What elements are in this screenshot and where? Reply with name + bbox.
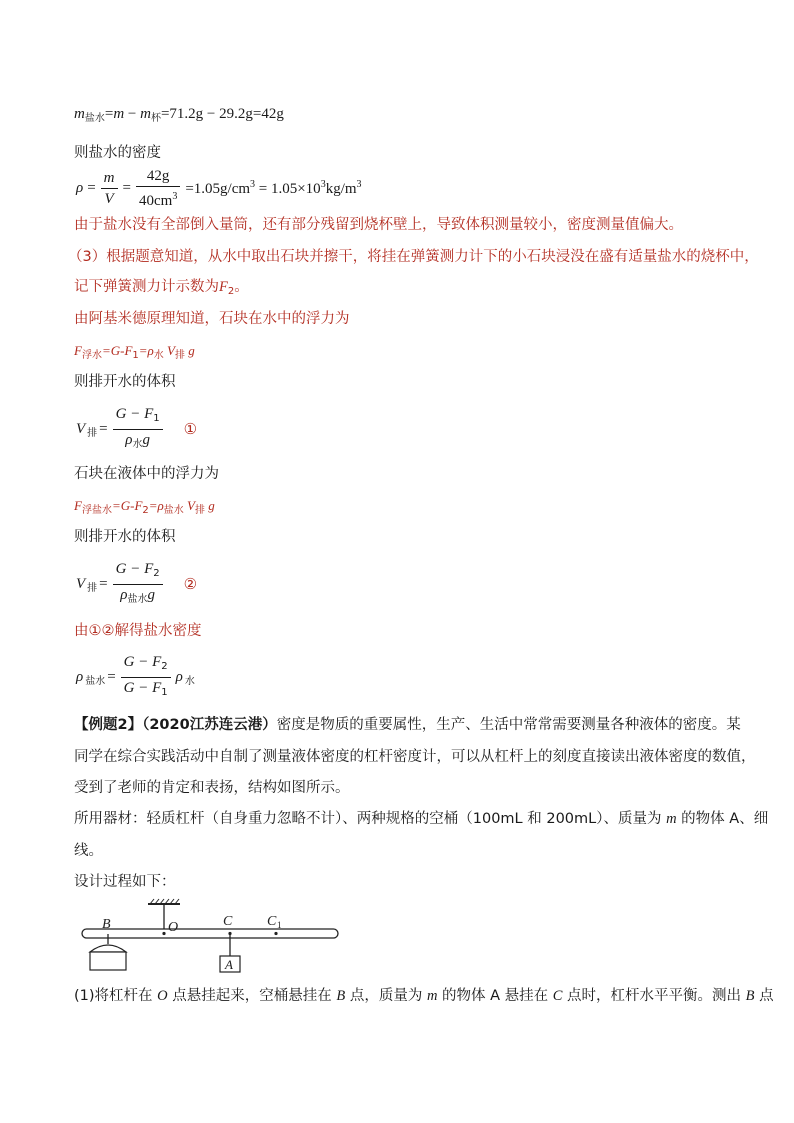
salt-mass-equation: $m_{盐水}=m - m_杯=71.2g - 29.2g=42g$: [74, 106, 284, 124]
solve-intro: 由①②解得盐水密度: [74, 623, 202, 639]
lever-bar: [82, 929, 338, 938]
label-a: A: [225, 957, 233, 972]
label-o: O: [168, 920, 179, 935]
part3-line2: 记下弹簧测力计示数为$F_2$。: [74, 279, 249, 297]
label-c: C: [223, 914, 233, 929]
example-tag: 【例题2】: [74, 717, 143, 733]
point-c: [228, 932, 231, 935]
part3-line1: （3）根据题意知道，从水中取出石块并擦干，将挂在弹簧测力计下的小石块浸没在盛有适量盐水的烧杯中，: [68, 249, 759, 265]
equipment-line-2: 线。: [74, 843, 103, 859]
example2-line3: 受到了老师的肯定和表扬，结构如图所示。: [74, 780, 350, 796]
density-intro: 则盐水的密度: [74, 145, 161, 161]
density-formula: ρ = $\frac{m}{V}$ = $\frac{42g}{40cm^3}$ $=1.05g/cm^3 = 1.05\times 10^3kg/m^3$: [76, 168, 362, 209]
archimedes-intro: 由阿基米德原理知道，石块在水中的浮力为: [74, 311, 350, 327]
bucket: [90, 952, 126, 970]
label-c1-subscript: 1: [277, 920, 282, 930]
example2-line2: 同学在综合实践活动中自制了测量液体密度的杠杆密度计，可以从杠杆上的刻度直接读出液体密度的数值，: [74, 749, 756, 765]
displaced-volume-intro-1: 则排开水的体积: [74, 374, 176, 390]
lever-diagram: [80, 898, 350, 974]
equipment-line: 所用器材：轻质杠杆（自身重力忽略不计）、两种规格的空桶（100mL 和 200mL）、质量为 m 的物体 A、细: [74, 811, 769, 827]
example-source: （2020江苏连云港）: [142, 717, 277, 733]
liquid-buoyancy-intro: 石块在液体中的浮力为: [74, 466, 219, 482]
displaced-volume-formula-2: V $_排$ = $\frac{G - F_2}{\rho_{盐水}g}$ ②: [76, 561, 198, 605]
label-b: B: [102, 917, 111, 932]
design-intro: 设计过程如下：: [74, 874, 176, 890]
displaced-volume-intro-2: 则排开水的体积: [74, 529, 176, 545]
label-c1: C: [267, 914, 277, 929]
point-o: [162, 932, 165, 935]
step1-line: (1)将杠杆在 O 点悬挂起来，空桶悬挂在 B 点，质量为 m 的物体 A 悬挂在 C 点时，杠杆水平平衡。测出 B 点: [74, 988, 774, 1004]
salt-density-result: ρ $_{盐水}$ = $\frac{G - F_2}{G - F_1}$ ρ $_水$: [76, 654, 195, 698]
point-c1: [274, 932, 277, 935]
example2-line1: 【例题2】（2020江苏连云港）密度是物质的重要属性，生产、生活中常常需要测量各种液体的密度。某: [74, 717, 741, 733]
displaced-volume-formula-1: V $_排$ = $\frac{G - F_1}{\rho_水g}$ ①: [76, 406, 198, 450]
bucket-top: [90, 945, 126, 952]
buoyancy-water-equation: $F_{浮水}=G-F_1=\rho_水$ $V_排$ g: [74, 343, 195, 361]
error-note: 由于盐水没有全部倒入量筒，还有部分残留到烧杯壁上，导致体积测量较小，密度测量值偏大。: [74, 217, 683, 233]
buoyancy-salt-equation: $F_{浮盐水}=G-F_2=\rho_{盐水}$ $V_排$ g: [74, 498, 215, 516]
